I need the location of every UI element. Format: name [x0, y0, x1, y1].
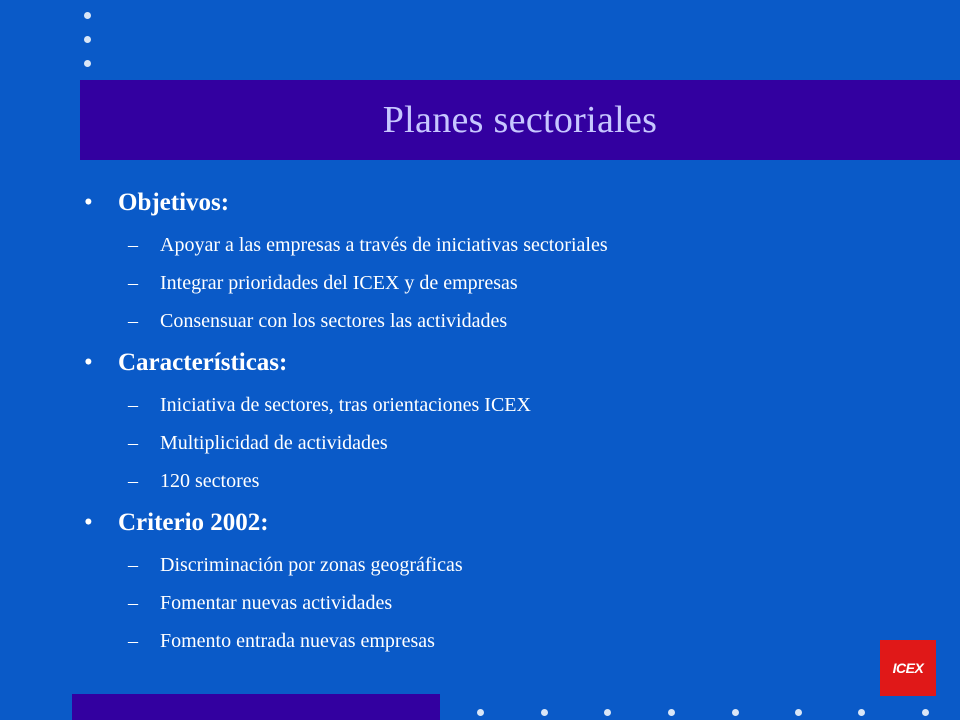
section-heading: Criterio 2002: [118, 509, 269, 536]
slide-content [84, 180, 904, 660]
section-heading: Características: [118, 349, 288, 376]
decor-dot [541, 709, 548, 716]
bullet-heading [84, 340, 904, 386]
decor-dot [604, 709, 611, 716]
bullet-icon: • [84, 189, 93, 216]
list-item-text: Apoyar a las empresas a través de iniciativas sectoriales [160, 234, 608, 256]
list-item [84, 302, 904, 340]
list-item [84, 424, 904, 462]
dash-icon: – [128, 554, 138, 576]
bullet-icon: • [84, 349, 93, 376]
dash-icon: – [128, 394, 138, 416]
dash-icon: – [128, 272, 138, 294]
list-item-text: Multiplicidad de actividades [160, 432, 388, 454]
list-item [84, 462, 904, 500]
dash-icon: – [128, 234, 138, 256]
decor-dot [477, 709, 484, 716]
list-item-text: Fomento entrada nuevas empresas [160, 630, 435, 652]
list-item-text: Consensuar con los sectores las actividades [160, 310, 508, 332]
list-item [84, 546, 904, 584]
section-objetivos [84, 180, 904, 340]
list-item [84, 226, 904, 264]
list-item-text: Iniciativa de sectores, tras orientaciones ICEX [160, 394, 531, 416]
decor-dot [84, 36, 91, 43]
list-item-text: Discriminación por zonas geográficas [160, 554, 463, 576]
decor-dot [732, 709, 739, 716]
dash-icon: – [128, 310, 138, 332]
section-caracteristicas [84, 340, 904, 500]
decor-dot [84, 60, 91, 67]
list-item-text: Integrar prioridades del ICEX y de empresas [160, 272, 518, 294]
bullet-heading [84, 500, 904, 546]
dash-icon: – [128, 592, 138, 614]
bullet-heading [84, 180, 904, 226]
decor-dot [668, 709, 675, 716]
list-item-text: Fomentar nuevas actividades [160, 592, 393, 614]
dash-icon: – [128, 470, 138, 492]
list-item [84, 264, 904, 302]
dash-icon: – [128, 630, 138, 652]
list-item-text: 120 sectores [160, 470, 260, 492]
list-item [84, 584, 904, 622]
decor-dot [858, 709, 865, 716]
slide-title: Planes sectoriales [382, 99, 658, 141]
icex-logo [880, 640, 936, 696]
decor-dot [84, 12, 91, 19]
section-criterio [84, 500, 904, 660]
section-heading: Objetivos: [118, 189, 230, 216]
dash-icon: – [128, 432, 138, 454]
logo-text: ICEX [892, 660, 924, 676]
bullet-icon: • [84, 509, 93, 536]
decor-dot [922, 709, 929, 716]
list-item [84, 386, 904, 424]
list-item [84, 622, 904, 660]
decor-dot [795, 709, 802, 716]
footer-band [72, 694, 440, 720]
